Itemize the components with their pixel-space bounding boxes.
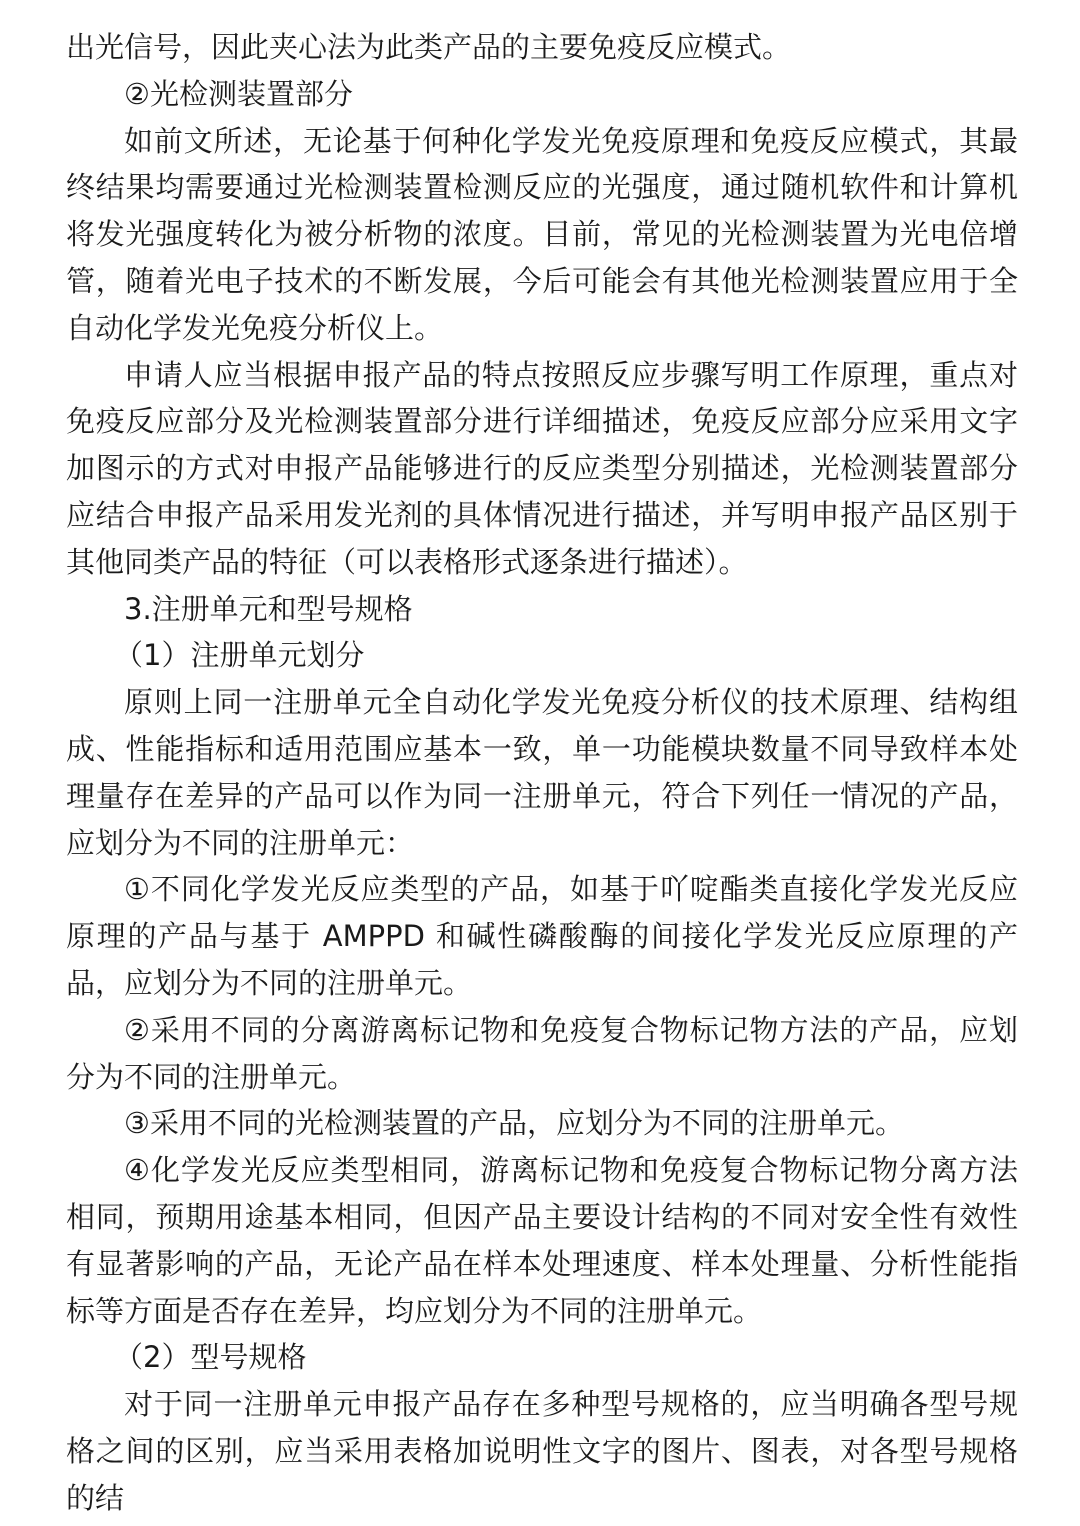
heading-registration-unit-division: （1）注册单元划分 — [114, 638, 365, 673]
document-body — [66, 24, 1018, 1522]
paragraph-applicant-requirements: 申请人应当根据申报产品的特点按照反应步骤写明工作原理，重点对免疫反应部分及光检测装置部分进行详细描述，免疫反应部分应采用文字加图示的方式对申报产品能够进行的反应类型分别描述，光检测装置部分应结合申报产品采用发光剂的具体情况进行描述，并写明申报产品区别于其他同类产品的特征（可以表格形式逐条进行描述）。 — [66, 357, 1018, 579]
heading-registration-unit-and-model: 3.注册单元和型号规格 — [124, 591, 413, 626]
list-item-light-detection-device: ③采用不同的光检测装置的产品，应划分为不同的注册单元。 — [124, 1106, 904, 1141]
list-item-reaction-type: ①不同化学发光反应类型的产品，如基于吖啶酯类直接化学发光反应原理的产品与基于 AMPPD 和碱性磷酸酶的间接化学发光反应原理的产品，应划分为不同的注册单元。 — [66, 872, 1018, 1000]
paragraph-light-detection-description: 如前文所述，无论基于何种化学发光免疫原理和免疫反应模式，其最终结果均需要通过光检测装置检测反应的光强度，通过随机软件和计算机将发光强度转化为被分析物的浓度。目前，常见的光检测装置为光电倍增管，随着光电子技术的不断发展，今后可能会有其他光检测装置应用于全自动化学发光免疫分析仪上。 — [66, 123, 1018, 345]
paragraph-sandwich-method-continuation: 出光信号，因此夹心法为此类产品的主要免疫反应模式。 — [66, 30, 792, 64]
list-item-design-structure: ④化学发光反应类型相同，游离标记物和免疫复合物标记物分离方法相同，预期用途基本相同，但因产品主要设计结构的不同对安全性有效性有显著影响的产品，无论产品在样本处理速度、样本处理量、分析性能指标等方面是否存在差异，均应划分为不同的注册单元。 — [66, 1153, 1018, 1328]
list-item-separation-method: ②采用不同的分离游离标记物和免疫复合物标记物方法的产品，应划分为不同的注册单元。 — [66, 1012, 1018, 1094]
paragraph-model-specification-requirements: 对于同一注册单元申报产品存在多种型号规格的，应当明确各型号规格之间的区别，应当采用表格加说明性文字的图片、图表，对各型号规格的结 — [66, 1387, 1018, 1515]
paragraph-registration-unit-principle: 原则上同一注册单元全自动化学发光免疫分析仪的技术原理、结构组成、性能指标和适用范围应基本一致，单一功能模块数量不同导致样本处理量存在差异的产品可以作为同一注册单元，符合下列任一情况的产品，应划分为不同的注册单元： — [66, 685, 1018, 860]
heading-model-specification: （2）型号规格 — [114, 1340, 307, 1375]
heading-light-detection-part: ②光检测装置部分 — [124, 76, 353, 111]
